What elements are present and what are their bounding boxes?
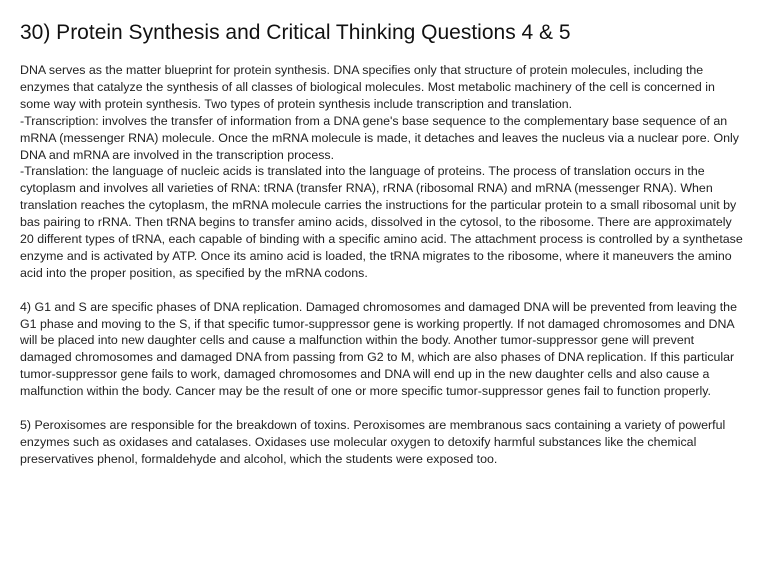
- question-5-answer: 5) Peroxisomes are responsible for the breakdown of toxins. Peroxisomes are membranous sacs containing a variety of powerful enzymes such as oxidases and catalases. Oxidases use molecular oxygen to detoxify harmful substances like the chemical preservatives phenol, formaldehyde and alcohol, which the students were exposed too.: [20, 418, 726, 466]
- transcription-paragraph: -Transcription: involves the transfer of information from a DNA gene's base sequence to the complementary base sequence of an mRNA (messenger RNA) molecule. Once the mRNA molecule is made, it detaches and leaves the nucleus via a nuclear pore. Only DNA and mRNA are involved in the transcription process.: [20, 113, 739, 162]
- intro-paragraph: DNA serves as the matter blueprint for protein synthesis. DNA specifies only that structure of protein molecules, including the enzymes that catalyze the synthesis of all classes of biological molecules. Most metabolic machinery of the cell is concerned in some way with protein synthesis. Two types of protein synthesis include transcription and translation.: [20, 63, 715, 111]
- document-title: 30) Protein Synthesis and Critical Thinking Questions 4 & 5: [20, 21, 571, 44]
- translation-paragraph: -Translation: the language of nucleic acids is translated into the language of proteins. The process of translation occurs in the cytoplasm and involves all varieties of RNA: tRNA (transfer RNA), rRNA (ribosomal RNA) and mRNA (messenger RNA). When translation reaches the cytoplasm, the mRNA molecule carries the instructions for the particular protein to a small ribosomal unit by bas pairing to rRNA. Then tRNA begins to transfer amino acids, dissolved in the cytosol, to the ribosome. There are approximately 20 different types of tRNA, each capable of binding with a specific amino acid. The attachment process is controlled by a synthetase enzyme and is activated by ATP. Once its amino acid is loaded, the tRNA migrates to the ribosome, where it maneuvers the amino acid into the proper position, as specified by the mRNA codons.: [20, 164, 743, 280]
- question-4-answer: 4) G1 and S are specific phases of DNA replication. Damaged chromosomes and damaged DNA will be prevented from leaving the G1 phase and moving to the S, if that specific tumor-suppressor gene is working propertly. If not damaged chromosomes and DNA will be placed into new daughter cells and cause a malfunction within the body. Another tumor-suppressor gene will prevent damaged chromosomes and damaged DNA from passing from G2 to M, which are also phases of DNA replication. If this particular tumor-suppressor gene fails to work, damaged chromosomes and DNA will end up in the new daughter cells and also cause a malfunction within the body. Cancer may be the result of one or more specific tumor-suppressor genes fail to function properly.: [20, 299, 737, 399]
- question-4-section: [20, 299, 748, 400]
- paragraph-spacer: [20, 400, 748, 417]
- question-5-section: [20, 417, 748, 468]
- intro-section: [20, 62, 748, 282]
- paragraph-spacer: [20, 282, 748, 299]
